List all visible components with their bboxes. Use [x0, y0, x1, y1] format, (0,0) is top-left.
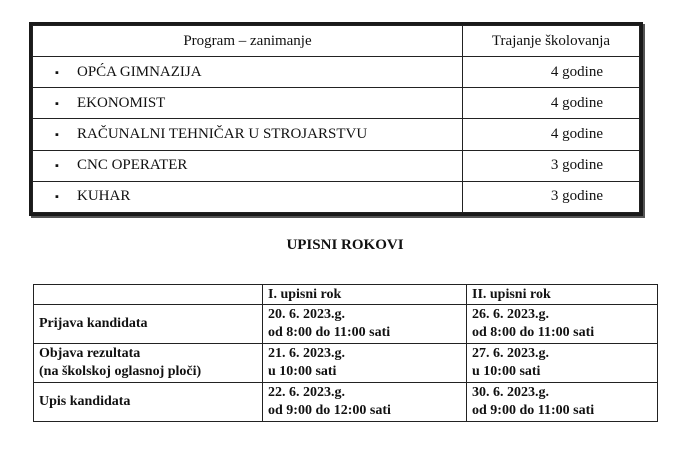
rok1-cell: 21. 6. 2023.g. u 10:00 sati [263, 344, 467, 383]
program-name: CNC OPERATER [77, 157, 188, 174]
program-duration: 4 godine [463, 57, 640, 88]
program-duration: 3 godine [463, 150, 640, 181]
program-duration: 4 godine [463, 119, 640, 150]
deadlines-table [33, 284, 658, 422]
duration-column-header: Trajanje školovanja [463, 26, 640, 57]
program-row [33, 119, 640, 150]
program-row [33, 150, 640, 181]
deadline-row [34, 305, 658, 344]
deadline-row [34, 344, 658, 383]
bullet-icon: ▪ [55, 129, 59, 142]
program-duration: 4 godine [463, 88, 640, 119]
program-row [33, 57, 640, 88]
rok1-cell: 20. 6. 2023.g. od 8:00 do 11:00 sati [263, 305, 467, 344]
rok2-cell: 30. 6. 2023.g. od 9:00 do 11:00 sati [467, 383, 658, 422]
rok1-header: I. upisni rok [263, 285, 467, 305]
bullet-icon: ▪ [55, 160, 59, 173]
bullet-icon: ▪ [55, 191, 59, 204]
program-name: EKONOMIST [77, 94, 166, 111]
programs-table [29, 22, 643, 216]
program-row [33, 88, 640, 119]
programs-header-row [33, 26, 640, 57]
rok2-header: II. upisni rok [467, 285, 658, 305]
deadline-label: Prijava kandidata [34, 305, 263, 344]
rok2-cell: 26. 6. 2023.g. od 8:00 do 11:00 sati [467, 305, 658, 344]
program-row [33, 181, 640, 212]
section-heading: UPISNI ROKOVI [286, 237, 404, 253]
program-duration: 3 godine [463, 181, 640, 212]
program-name: OPĆA GIMNAZIJA [77, 63, 202, 80]
deadline-label: Objava rezultata (na školskoj oglasnoj ploči) [34, 344, 263, 383]
bullet-icon: ▪ [55, 66, 59, 79]
deadlines-header-row [34, 285, 658, 305]
program-name: KUHAR [77, 188, 131, 205]
program-column-header: Program – zanimanje [33, 26, 463, 57]
rok1-cell: 22. 6. 2023.g. od 9:00 do 12:00 sati [263, 383, 467, 422]
empty-header-cell [34, 285, 263, 305]
program-name: RAČUNALNI TEHNIČAR U STROJARSTVU [77, 126, 368, 143]
deadline-label: Upis kandidata [34, 383, 263, 422]
bullet-icon: ▪ [55, 97, 59, 110]
rok2-cell: 27. 6. 2023.g. u 10:00 sati [467, 344, 658, 383]
deadline-row [34, 383, 658, 422]
